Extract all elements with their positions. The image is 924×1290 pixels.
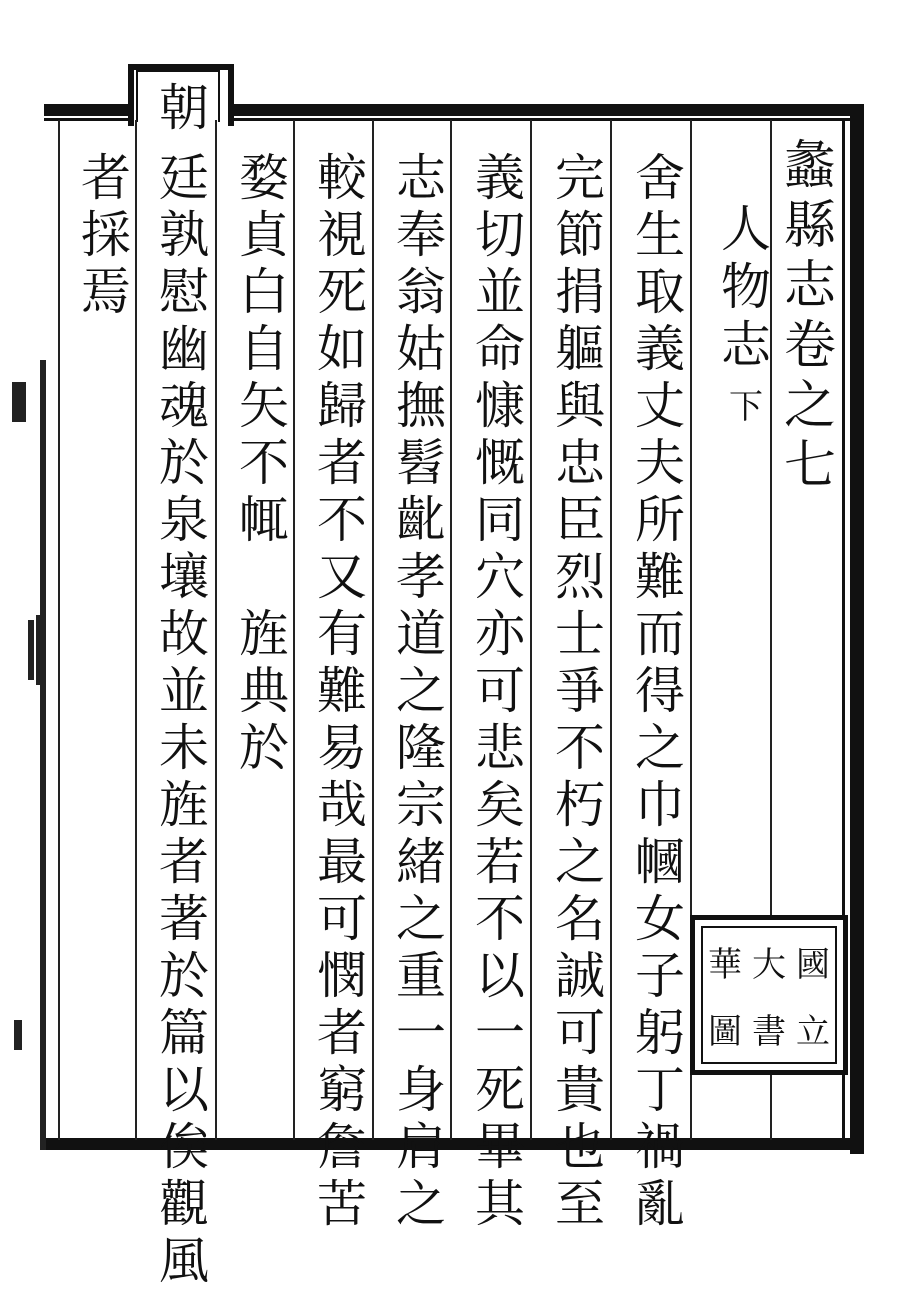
body-char: 矢	[239, 377, 289, 435]
body-char: 義	[635, 320, 685, 378]
body-char: 名	[555, 890, 605, 948]
body-char: 孰	[159, 206, 209, 264]
body-char: 緒	[396, 833, 446, 891]
body-char: 節	[555, 206, 605, 264]
body-char: 如	[317, 320, 367, 378]
section-char: 人	[721, 200, 771, 258]
body-char: 其	[475, 1175, 525, 1233]
body-char: 亂	[635, 1175, 685, 1233]
text-column-6	[234, 150, 294, 777]
body-char: 齔	[396, 491, 446, 549]
text-column-7	[154, 150, 214, 1290]
title-char: 蠡	[783, 136, 836, 196]
body-char: 採	[81, 206, 131, 264]
body-char: 肩	[396, 1118, 446, 1176]
body-char	[234, 549, 294, 606]
body-char: 最	[317, 833, 367, 891]
body-char: 翁	[396, 263, 446, 321]
body-char: 也	[555, 1118, 605, 1176]
body-char: 義	[475, 149, 525, 207]
body-char: 同	[475, 491, 525, 549]
body-char: 哉	[317, 776, 367, 834]
body-char: 撫	[396, 377, 446, 435]
body-char: 之	[635, 719, 685, 777]
column-rule	[610, 120, 612, 1140]
left-margin-fold	[8, 360, 44, 1140]
body-char: 爭	[555, 662, 605, 720]
body-char: 隆	[396, 719, 446, 777]
body-char: 至	[555, 1175, 605, 1233]
body-char: 重	[396, 947, 446, 1005]
body-char: 難	[317, 662, 367, 720]
text-column-5	[312, 150, 372, 1233]
body-char: 舍	[635, 149, 685, 207]
body-char: 可	[317, 890, 367, 948]
body-char: 者	[317, 434, 367, 492]
column-rule	[58, 120, 60, 1140]
body-char: 死	[317, 263, 367, 321]
body-char: 朽	[555, 776, 605, 834]
body-char: 壤	[159, 548, 209, 606]
body-char: 畢	[475, 1118, 525, 1176]
body-char: 幗	[635, 833, 685, 891]
tab-label: 朝	[159, 79, 209, 137]
body-char: 俟	[159, 1118, 209, 1176]
title-char: 七	[783, 436, 836, 496]
body-char: 較	[317, 149, 367, 207]
body-char: 視	[317, 206, 367, 264]
body-char: 魂	[159, 377, 209, 435]
body-char: 之	[396, 662, 446, 720]
body-char: 完	[555, 149, 605, 207]
body-char: 不	[555, 719, 605, 777]
body-char: 詹	[317, 1118, 367, 1176]
body-char: 士	[555, 605, 605, 663]
body-char: 並	[159, 662, 209, 720]
body-char: 觀	[159, 1175, 209, 1233]
body-char: 生	[635, 206, 685, 264]
body-char: 貞	[239, 206, 289, 264]
volume-title	[780, 136, 840, 496]
body-char: 孝	[396, 548, 446, 606]
seal-char: 國	[796, 945, 830, 985]
body-char: 於	[159, 947, 209, 1005]
text-column-3	[470, 150, 530, 1233]
seal-char: 圖	[708, 1012, 742, 1052]
body-char: 歸	[317, 377, 367, 435]
body-char: 悲	[475, 719, 525, 777]
body-char: 故	[159, 605, 209, 663]
body-char: 切	[475, 206, 525, 264]
seal-char: 書	[752, 1012, 786, 1052]
body-char: 㡇	[239, 491, 289, 549]
title-char: 之	[783, 376, 836, 436]
body-char: 不	[475, 890, 525, 948]
column-rule	[530, 120, 532, 1140]
body-char: 忠	[555, 434, 605, 492]
body-char: 之	[396, 890, 446, 948]
body-char: 軀	[555, 320, 605, 378]
library-seal-stamp	[690, 915, 848, 1075]
title-char: 縣	[783, 196, 836, 256]
seal-char: 大	[752, 945, 786, 985]
body-char: 亦	[475, 605, 525, 663]
body-char: 宗	[396, 776, 446, 834]
body-char: 有	[317, 605, 367, 663]
body-char: 焉	[81, 263, 131, 321]
section-char: 志	[721, 316, 771, 374]
body-char: 典	[239, 662, 289, 720]
body-char: 若	[475, 833, 525, 891]
body-char: 穴	[475, 548, 525, 606]
column-rule	[372, 120, 374, 1140]
body-char: 髫	[396, 434, 446, 492]
body-char: 者	[159, 833, 209, 891]
body-char: 一	[396, 1004, 446, 1062]
body-char: 所	[635, 491, 685, 549]
body-char: 慰	[159, 263, 209, 321]
body-char: 丁	[635, 1061, 685, 1119]
body-char: 命	[475, 320, 525, 378]
body-char: 旌	[159, 776, 209, 834]
body-char: 幽	[159, 320, 209, 378]
body-char: 奉	[396, 206, 446, 264]
seal-char: 立	[796, 1012, 830, 1052]
body-char: 篇	[159, 1004, 209, 1062]
body-char: 自	[239, 320, 289, 378]
body-char: 丈	[635, 377, 685, 435]
body-char: 夫	[635, 434, 685, 492]
text-column-2	[550, 150, 610, 1233]
body-char: 者	[317, 1004, 367, 1062]
text-column-4	[391, 150, 451, 1233]
body-char: 取	[635, 263, 685, 321]
body-char: 白	[239, 263, 289, 321]
body-char: 巾	[635, 776, 685, 834]
section-sub-char: 下	[729, 387, 763, 427]
body-char: 姑	[396, 320, 446, 378]
body-char: 志	[396, 149, 446, 207]
body-char: 女	[635, 890, 685, 948]
section-char: 物	[721, 258, 771, 316]
body-char: 著	[159, 890, 209, 948]
text-column-1	[630, 150, 690, 1233]
body-char: 與	[555, 377, 605, 435]
body-char: 躬	[635, 1004, 685, 1062]
body-char: 風	[159, 1232, 209, 1290]
body-char: 於	[239, 719, 289, 777]
body-char: 烈	[555, 548, 605, 606]
body-char: 而	[635, 605, 685, 663]
title-char: 卷	[783, 316, 836, 376]
body-char: 矣	[475, 776, 525, 834]
body-char: 於	[159, 434, 209, 492]
body-char: 得	[635, 662, 685, 720]
body-char: 未	[159, 719, 209, 777]
body-char: 憫	[317, 947, 367, 1005]
body-char: 一	[475, 1004, 525, 1062]
text-column-8	[76, 150, 136, 321]
body-char: 子	[635, 947, 685, 1005]
body-char: 死	[475, 1061, 525, 1119]
body-char: 窮	[317, 1061, 367, 1119]
seal-char: 華	[708, 945, 742, 985]
body-char: 慷	[475, 377, 525, 435]
body-char: 誠	[555, 947, 605, 1005]
body-char: 又	[317, 548, 367, 606]
body-char: 泉	[159, 491, 209, 549]
frame-right-border	[850, 104, 864, 1154]
body-char: 者	[81, 149, 131, 207]
body-char: 以	[159, 1061, 209, 1119]
body-char: 可	[475, 662, 525, 720]
body-char: 臣	[555, 491, 605, 549]
body-char: 旌	[239, 605, 289, 663]
column-rule	[215, 120, 217, 1140]
body-char: 捐	[555, 263, 605, 321]
title-char: 志	[783, 256, 836, 316]
body-char: 之	[555, 833, 605, 891]
body-char: 可	[555, 1004, 605, 1062]
body-char: 易	[317, 719, 367, 777]
body-char: 不	[317, 491, 367, 549]
section-heading	[716, 200, 776, 436]
body-char: 不	[239, 434, 289, 492]
body-char: 難	[635, 548, 685, 606]
body-char: 苦	[317, 1175, 367, 1233]
body-char: 之	[396, 1175, 446, 1233]
body-char: 禍	[635, 1118, 685, 1176]
body-char: 婺	[239, 149, 289, 207]
body-char: 慨	[475, 434, 525, 492]
body-char: 廷	[159, 149, 209, 207]
body-char: 並	[475, 263, 525, 321]
body-char: 道	[396, 605, 446, 663]
body-char: 以	[475, 947, 525, 1005]
body-char: 身	[396, 1061, 446, 1119]
body-char: 貴	[555, 1061, 605, 1119]
